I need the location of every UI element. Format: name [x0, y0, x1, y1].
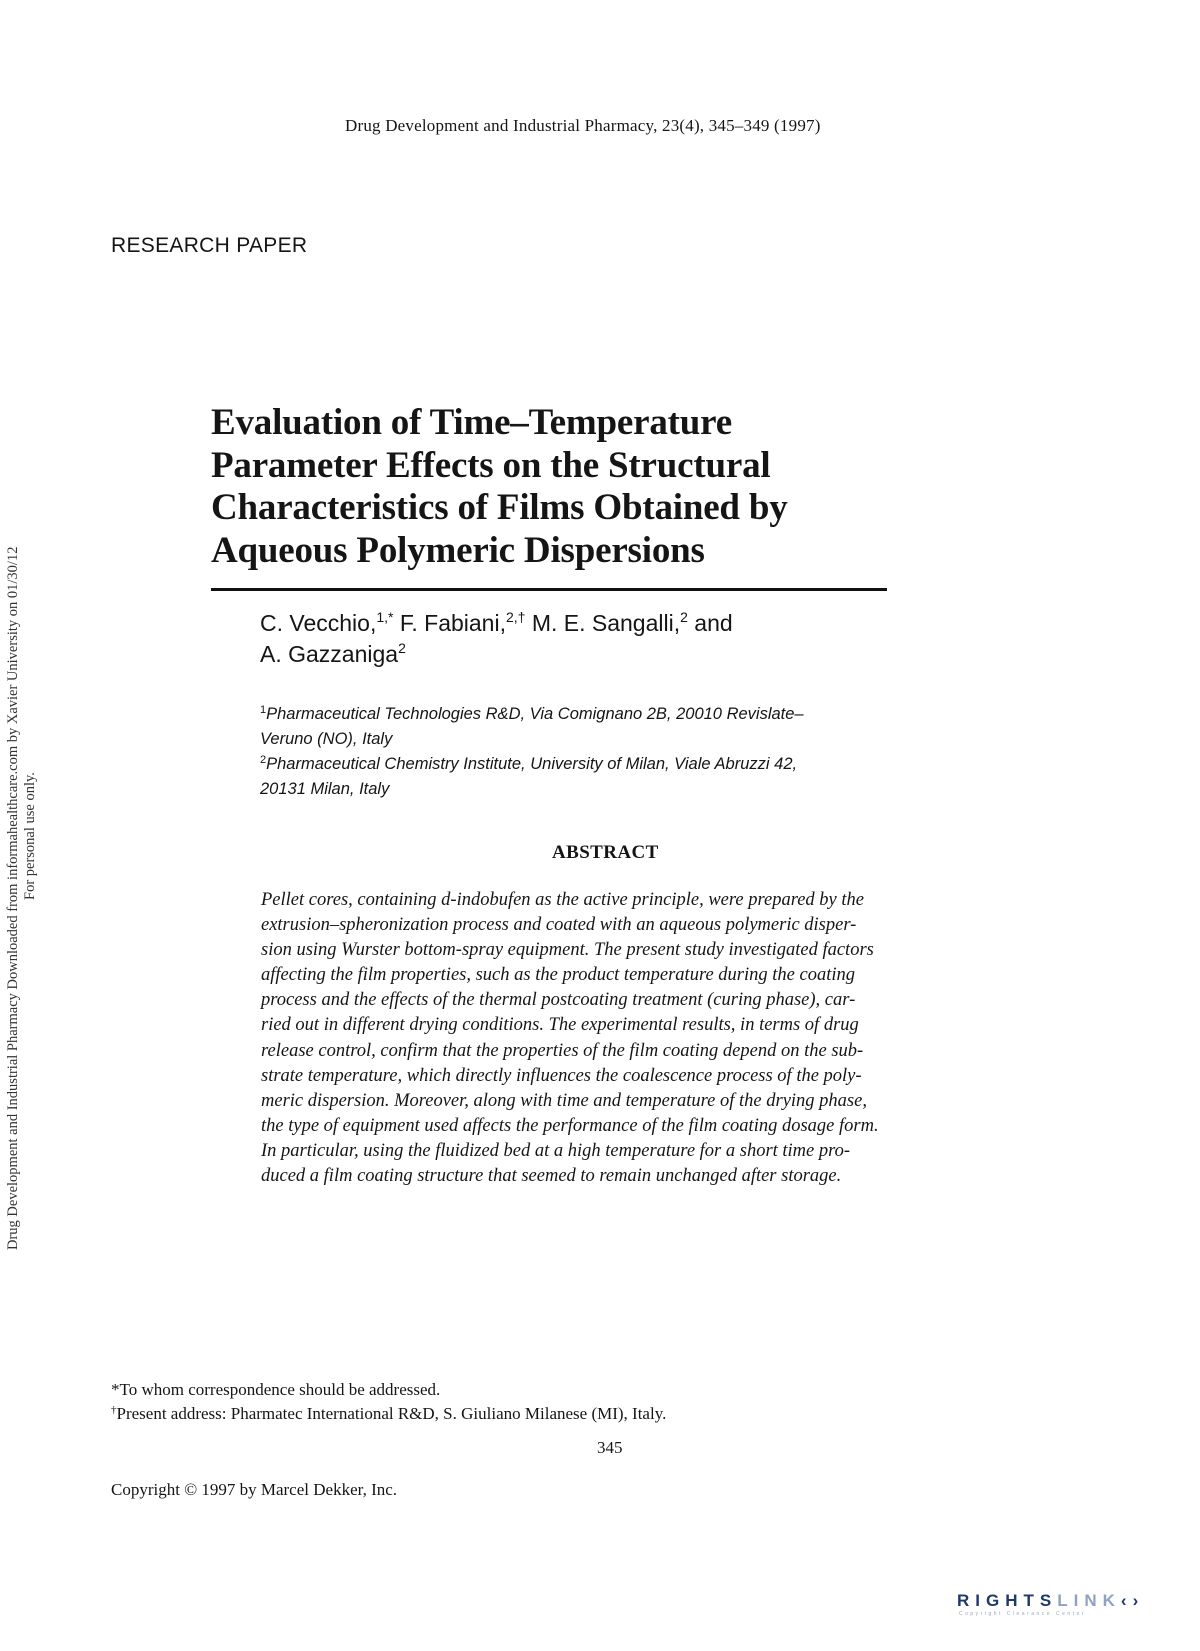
footnote-present-address — [111, 1402, 666, 1426]
abstract-line: duced a film coating structure that seemed to remain unchanged after storage. — [261, 1166, 842, 1187]
rightslink-link: LINK — [1057, 1591, 1121, 1610]
affiliation-text: Veruno (NO), Italy — [260, 730, 393, 748]
footnotes — [111, 1378, 666, 1426]
title-line: Aqueous Polymeric Dispersions — [211, 529, 705, 571]
abstract-body — [261, 888, 961, 1189]
abstract-heading: ABSTRACT — [552, 842, 659, 863]
abstract-line: process and the effects of the thermal postcoating treatment (curing phase), car- — [261, 990, 856, 1011]
affiliation-mark: 1 — [260, 704, 267, 716]
title-line: Parameter Effects on the Structural — [211, 444, 771, 486]
affiliation-text: Pharmaceutical Technologies R&D, Via Comignano 2B, 20010 Revislate– — [266, 705, 804, 723]
abstract-line: extrusion–spheronization process and coated with an aqueous polymeric disper- — [261, 915, 857, 936]
author-conjunction: and — [687, 610, 733, 636]
title-divider — [211, 588, 887, 591]
rightslink-logo[interactable] — [957, 1591, 1169, 1631]
author-marks: 2,† — [505, 609, 526, 625]
author-list — [260, 608, 733, 670]
author-line — [260, 608, 733, 639]
running-head: Drug Development and Industrial Pharmacy, 23(4), 345–349 (1997) — [345, 116, 821, 135]
affiliation-line — [260, 777, 804, 802]
section-label: RESEARCH PAPER — [111, 234, 308, 257]
author-name: M. E. Sangalli, — [525, 610, 681, 636]
affiliations — [260, 702, 804, 802]
author-name: C. Vecchio, — [260, 610, 377, 636]
footnote-mark: † — [111, 1404, 117, 1416]
abstract-line: sion using Wurster bottom-spray equipment. The present study investigated factors — [261, 940, 874, 961]
rightslink-arrows-icon: ‹› — [1120, 1591, 1145, 1610]
author-marks: 2 — [398, 640, 406, 656]
abstract-line: the type of equipment used affects the performance of the film coating dosage form. — [261, 1115, 879, 1136]
rightslink-rights: RIGHTS — [957, 1591, 1058, 1610]
affiliation-mark: 2 — [260, 754, 267, 766]
abstract-line: Pellet cores, containing d-indobufen as the active principle, were prepared by the — [261, 890, 864, 910]
author-name: F. Fabiani, — [393, 610, 506, 636]
title-line: Evaluation of Time–Temperature — [211, 402, 732, 443]
author-marks: 2 — [680, 609, 688, 625]
title-line: Characteristics of Films Obtained by — [211, 487, 788, 528]
affiliation-text: Pharmaceutical Chemistry Institute, University of Milan, Viale Abruzzi 42, — [266, 755, 798, 773]
affiliation-line — [260, 727, 804, 752]
rightslink-tagline: Copyright Clearance Center — [959, 1611, 1086, 1617]
download-notice: Drug Development and Industrial Pharmacy Downloaded from informahealthcare.com by Xavier University on 01/30/12 — [5, 546, 21, 1250]
affiliation-line — [260, 702, 804, 727]
affiliation-line — [260, 752, 804, 777]
abstract-line: affecting the film properties, such as the product temperature during the coating — [261, 965, 855, 986]
author-marks: 1,* — [376, 609, 394, 625]
rightslink-wordmark — [957, 1591, 1169, 1611]
paper-title — [211, 402, 901, 572]
personal-use-notice: For personal use only. — [22, 772, 38, 900]
abstract-line: ried out in different drying conditions. The experimental results, in terms of drug — [261, 1015, 859, 1036]
abstract-line: strate temperature, which directly influences the coalescence process of the poly- — [261, 1065, 862, 1086]
abstract-line: meric dispersion. Moreover, along with time and temperature of the drying phase, — [261, 1090, 867, 1111]
footnote-text: Present address: Pharmatec International R&D, S. Giuliano Milanese (MI), Italy. — [116, 1404, 667, 1423]
footnote-correspondence: *To whom correspondence should be addressed. — [111, 1380, 441, 1399]
author-name: A. Gazzaniga — [260, 641, 399, 667]
author-line — [260, 639, 733, 670]
abstract-line: In particular, using the fluidized bed at a high temperature for a short time pro- — [261, 1140, 851, 1161]
affiliation-text: 20131 Milan, Italy — [260, 780, 390, 798]
page-number: 345 — [597, 1438, 623, 1457]
abstract-line: release control, confirm that the properties of the film coating depend on the sub- — [261, 1040, 864, 1061]
copyright-notice: Copyright © 1997 by Marcel Dekker, Inc. — [111, 1480, 398, 1499]
